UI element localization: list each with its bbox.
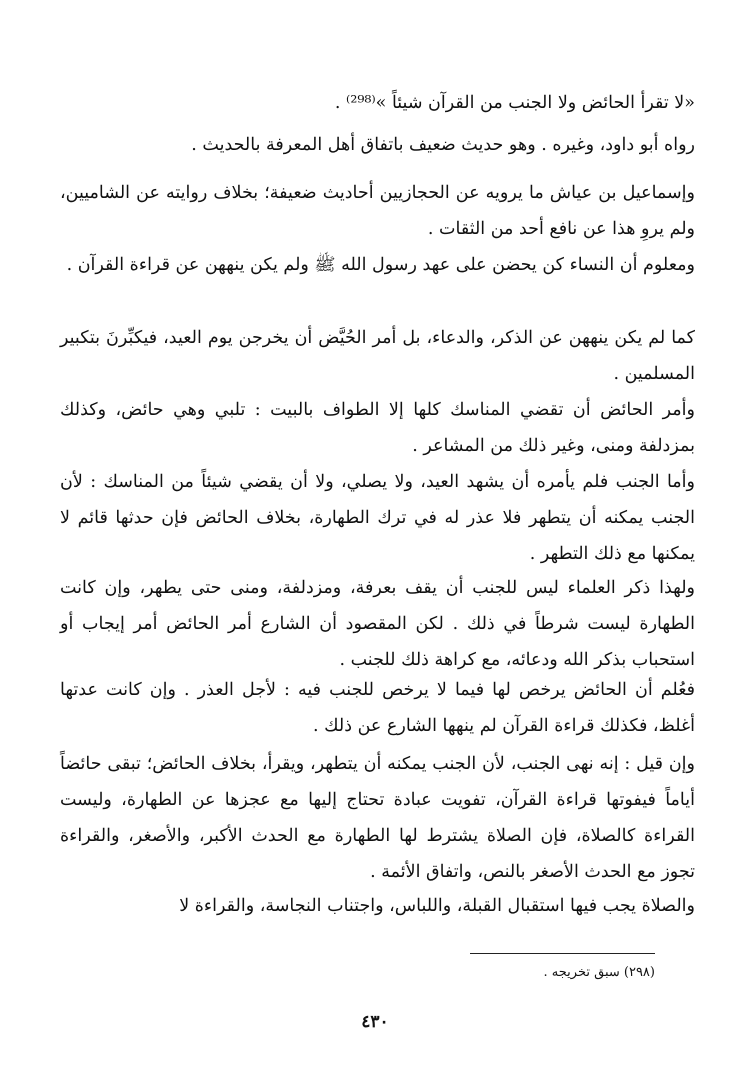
paragraph-eid-takbir: كما لم يكن ينههن عن الذكر، والدعاء، بل أمر الحُيَّض أن يخرجن يوم العيد، فيكبِّرنَ بتكبير المسلمين .: [60, 328, 695, 384]
page-number: ٤٣٠: [361, 1012, 389, 1032]
paragraph-objection: وإن قيل : إنه نهى الجنب، لأن الجنب يمكنه أن يتطهر، ويقرأ، بخلاف الحائض؛ تبقى حائضاً أياماً فيفوتها قراءة القرآن، تفويت عبادة تحتاج إليها مع عجزها عن الطهارة، وليست القراءة كالصلاة، فإن الصلاة يشترط لها الطهارة مع الحدث الأكبر، والأصغر، والقراءة تجوز مع الحدث الأصغر بالنص، واتفاق الأئمة .: [60, 754, 695, 882]
footnote: (٢٩٨) سبق تخريجه .: [543, 965, 655, 980]
paragraph-concession: فعُلم أن الحائض يرخص لها فيما لا يرخص للجنب فيه : لأجل العذر . وإن كانت عدتها أغلظ، فكذلك قراءة القرآن لم ينهها الشارع عن ذلك .: [60, 680, 695, 736]
paragraph-hajj-rites: وأمر الحائض أن تقضي المناسك كلها إلا الطواف بالبيت : تلبي وهي حائض، وكذلك بمزدلفة ومنى، وغير ذلك من المشاعر .: [60, 400, 695, 456]
hadith-quote: «لا تقرأ الحائض ولا الجنب من القرآن شيئاً »⁽²⁹⁸⁾ .: [334, 93, 695, 113]
paragraph-junub-purification: وأما الجنب فلم يأمره أن يشهد العيد، ولا يصلي، ولا أن يقضي شيئاً من المناسك : لأن الجنب يمكنه أن يتطهر فلا عذر له في ترك الطهارة، بخلاف الحائض فإن حدثها قائم لا يمكنها مع ذلك التطهر .: [60, 472, 695, 564]
paragraph-hadith-grading: رواه أبو داود، وغيره . وهو حديث ضعيف باتفاق أهل المعرفة بالحديث .: [191, 135, 695, 155]
footnote-divider: [470, 953, 655, 954]
paragraph-arafah-muzdalifah: ولهذا ذكر العلماء ليس للجنب أن يقف بعرفة، ومزدلفة، ومنى حتى يطهر، وإن كانت الطهارة ليست شرطاً في ذلك . لكن المقصود أن الشارع أمر الحائض أمر إيجاب أو استحباب بذكر الله ودعائه، مع كراهة ذلك للجنب .: [60, 578, 695, 670]
paragraph-women-menstruating: ومعلوم أن النساء كن يحضن على عهد رسول الله ﷺ ولم يكن ينههن عن قراءة القرآن .: [66, 255, 695, 275]
paragraph-ismail-ibn-ayyash: وإسماعيل بن عياش ما يرويه عن الحجازيين أحاديث ضعيفة؛ بخلاف روايته عن الشاميين، ولم يروِ هذا عن نافع أحد من الثقات .: [60, 183, 695, 239]
paragraph-prayer-conditions: والصلاة يجب فيها استقبال القبلة، واللباس، واجتناب النجاسة، والقراءة لا: [179, 896, 695, 916]
